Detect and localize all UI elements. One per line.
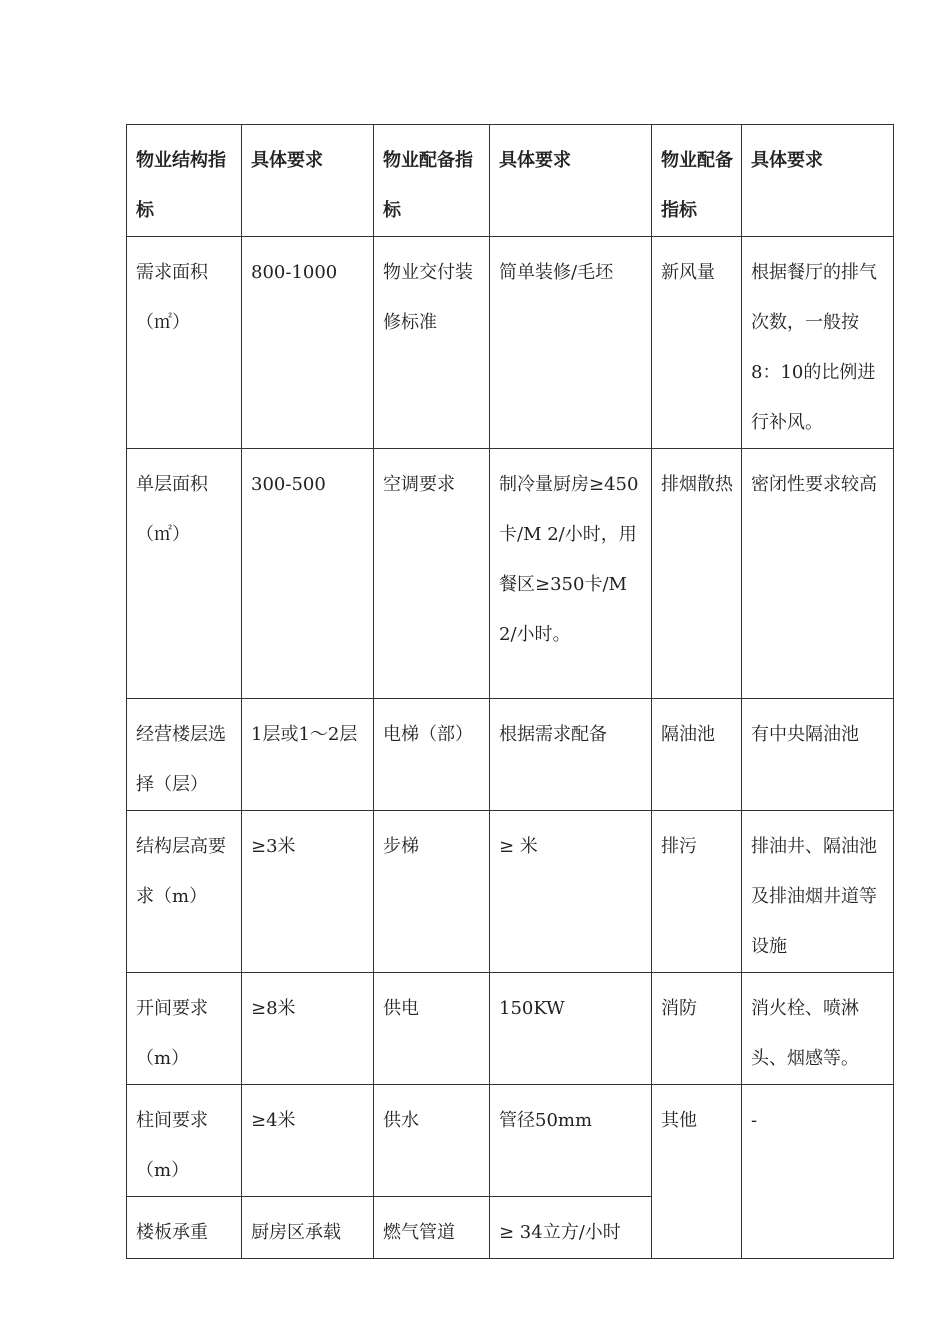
table-cell: ≥8米 <box>242 973 374 1085</box>
table-row <box>127 699 894 811</box>
table-cell: 燃气管道 <box>374 1197 490 1259</box>
table-cell: - <box>742 1085 894 1259</box>
table-row <box>127 811 894 973</box>
table-cell: 150KW <box>490 973 652 1085</box>
table-cell: 根据餐厅的排气次数，一般按8：10的比例进行补风。 <box>742 237 894 449</box>
table-cell: 800-1000 <box>242 237 374 449</box>
table-cell: 新风量 <box>652 237 742 449</box>
table-cell: 开间要求（m） <box>127 973 242 1085</box>
table-row <box>127 237 894 449</box>
table-cell: 空调要求 <box>374 449 490 699</box>
table-cell: 密闭性要求较高 <box>742 449 894 699</box>
header-cell: 具体要求 <box>242 125 374 237</box>
header-cell: 具体要求 <box>490 125 652 237</box>
table-cell: 排油井、隔油池及排油烟井道等设施 <box>742 811 894 973</box>
table-cell: 根据需求配备 <box>490 699 652 811</box>
table-cell: 隔油池 <box>652 699 742 811</box>
header-cell: 物业配备指标 <box>652 125 742 237</box>
table-cell: 经营楼层选择（层） <box>127 699 242 811</box>
table-cell: 管径50mm <box>490 1085 652 1197</box>
table-cell: 柱间要求（m） <box>127 1085 242 1197</box>
table-cell: 单层面积（㎡） <box>127 449 242 699</box>
table-cell: 排污 <box>652 811 742 973</box>
table-cell: ≥ 34立方/小时 <box>490 1197 652 1259</box>
table-cell: 排烟散热 <box>652 449 742 699</box>
table-cell: 消防 <box>652 973 742 1085</box>
table-cell: 步梯 <box>374 811 490 973</box>
table-cell: 其他 <box>652 1085 742 1259</box>
table-cell: 消火栓、喷淋头、烟感等。 <box>742 973 894 1085</box>
table-cell: 制冷量厨房≥450卡/M 2/小时，用餐区≥350卡/M 2/小时。 <box>490 449 652 699</box>
table-cell: ≥3米 <box>242 811 374 973</box>
requirements-table <box>126 124 894 1259</box>
table-cell: 供水 <box>374 1085 490 1197</box>
header-cell: 物业配备指标 <box>374 125 490 237</box>
table-cell: 有中央隔油池 <box>742 699 894 811</box>
header-cell: 具体要求 <box>742 125 894 237</box>
table-cell: 结构层高要求（m） <box>127 811 242 973</box>
table-header-row <box>127 125 894 237</box>
table-cell: 楼板承重 <box>127 1197 242 1259</box>
table-row <box>127 449 894 699</box>
table-cell: 电梯（部） <box>374 699 490 811</box>
table-cell: 供电 <box>374 973 490 1085</box>
table-cell: 需求面积（㎡） <box>127 237 242 449</box>
table-cell: 物业交付装修标准 <box>374 237 490 449</box>
table-cell: 厨房区承载 <box>242 1197 374 1259</box>
table-cell: ≥ 米 <box>490 811 652 973</box>
table-row <box>127 973 894 1085</box>
table-cell: ≥4米 <box>242 1085 374 1197</box>
table-cell: 1层或1～2层 <box>242 699 374 811</box>
header-cell: 物业结构指标 <box>127 125 242 237</box>
table-cell: 300-500 <box>242 449 374 699</box>
table-row <box>127 1085 894 1197</box>
table-cell: 简单装修/毛坯 <box>490 237 652 449</box>
